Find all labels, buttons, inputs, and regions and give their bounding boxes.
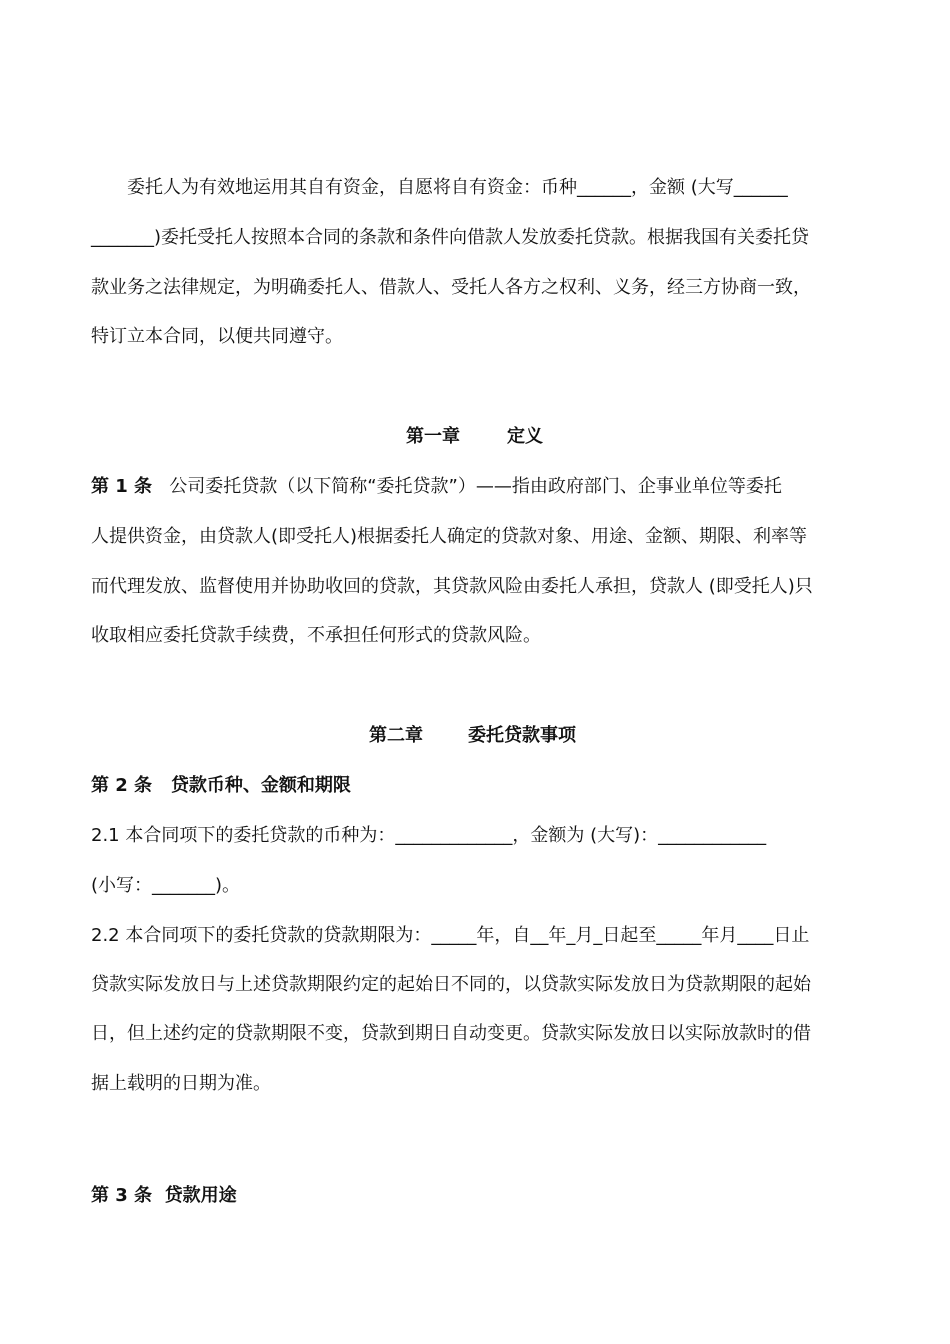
intro-line-2: _______)委托受托人按照本合同的条款和条件向借款人发放委托贷款。根据我国有关委托贷 [91,227,810,248]
article-2-1-line-2: (小写：_______)。 [91,875,241,896]
article-2-2-line-4: 据上载明的日期为准。 [91,1073,271,1094]
article-1-line-3: 而代理发放、监督使用并协助收回的贷款，其贷款风险由委托人承担，贷款人 (即受托人)只 [91,576,813,597]
chapter-1-title: 定义 [507,426,543,447]
chapter-2-title: 委托贷款事项 [468,725,576,746]
article-1-line-2: 人提供资金，由贷款人(即受托人)根据委托人确定的贷款对象、用途、金额、期限、利率等 [91,526,808,547]
article-1-number: 第 1 条 [91,476,153,497]
article-2-1-line-1: 2.1 本合同项下的委托贷款的币种为：_____________，金额为 (大写)：____________ [91,825,767,846]
article-2-2-line-3: 日，但上述约定的贷款期限不变，贷款到期日自动变更。贷款实际发放日以实际放款时的借 [91,1023,811,1044]
chapter-2-label: 第二章 [369,725,423,746]
chapter-1-label: 第一章 [406,426,460,447]
article-3-heading: 第 3 条 贷款用途 [91,1185,237,1206]
article-1-line-4: 收取相应委托贷款手续费，不承担任何形式的贷款风险。 [91,625,541,646]
intro-line-3: 款业务之法律规定，为明确委托人、借款人、受托人各方之权利、义务，经三方协商一致， [91,277,811,298]
article-2-heading: 第 2 条 贷款币种、金额和期限 [91,775,351,796]
article-1-text: 公司委托贷款（以下简称“委托贷款”）——指由政府部门、企事业单位等委托 [169,476,782,497]
intro-line-1: 委托人为有效地运用其自有资金，自愿将自有资金：币种______，金额 (大写______ [127,177,788,198]
article-1-line-1 [91,475,782,499]
article-2-2-line-1: 2.2 本合同项下的委托贷款的贷款期限为：_____年，自__年_月_日起至_____年月____日止 [91,925,810,946]
intro-line-4: 特订立本合同，以便共同遵守。 [91,326,343,347]
article-2-2-line-2: 贷款实际发放日与上述贷款期限约定的起始日不同的，以贷款实际发放日为贷款期限的起始 [91,974,811,995]
